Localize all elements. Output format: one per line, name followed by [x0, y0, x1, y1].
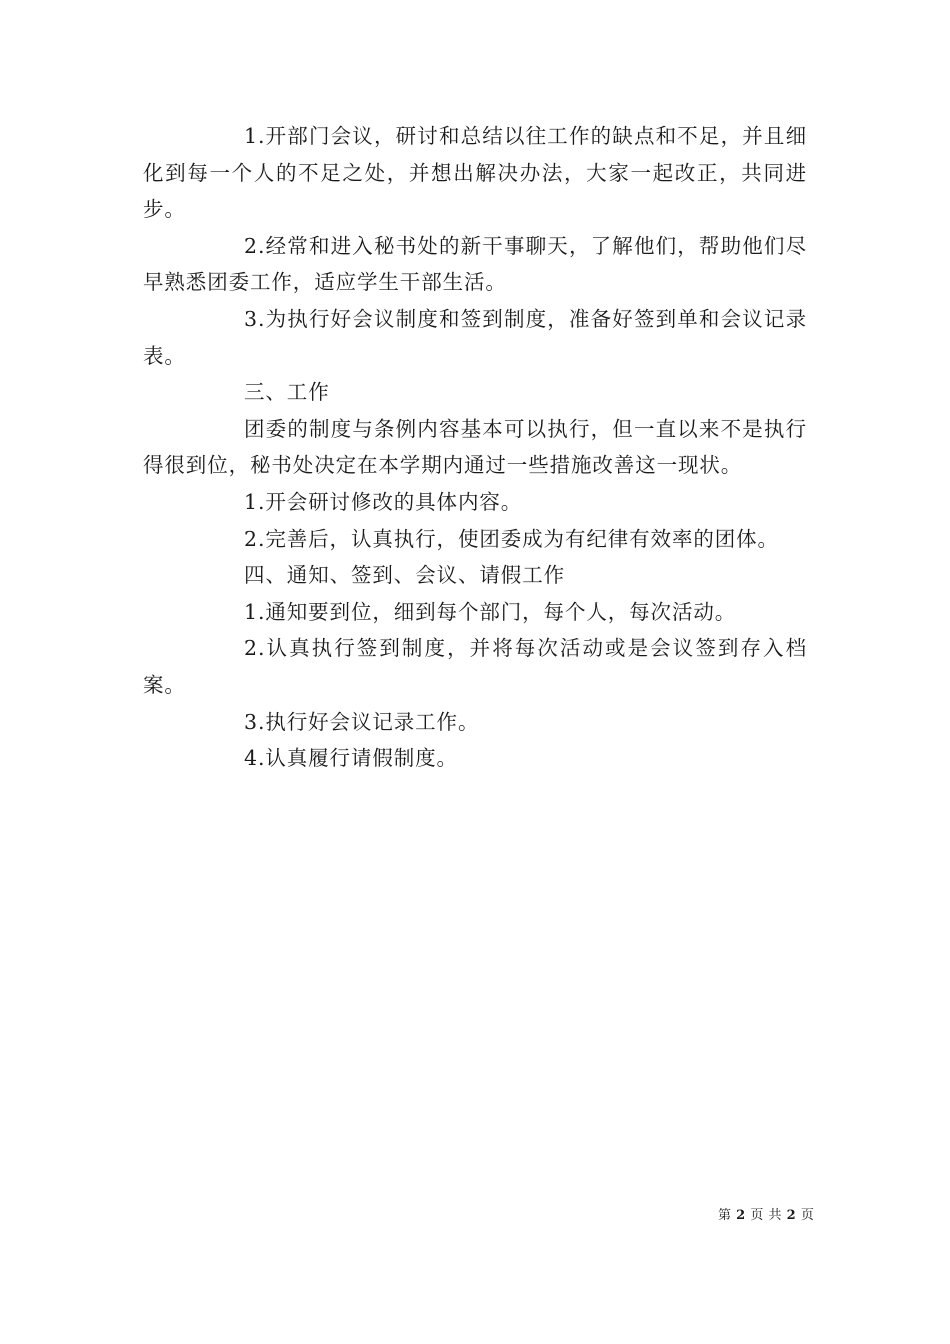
- footer-middle: 页 共: [750, 1208, 782, 1223]
- section-heading: 三、工作: [244, 380, 330, 405]
- paragraph: 3.为执行好会议制度和签到制度，准备好签到单和会议记录表。: [143, 306, 807, 368]
- footer-suffix: 页: [800, 1208, 815, 1223]
- paragraph: 2.完善后，认真执行，使团委成为有纪律有效率的团体。: [244, 526, 779, 551]
- paragraph: 4.认真履行请假制度。: [244, 746, 458, 771]
- paragraph: 1.通知要到位，细到每个部门，每个人，每次活动。: [244, 599, 737, 624]
- document-body: [143, 118, 807, 777]
- paragraph: 团委的制度与条例内容基本可以执行，但一直以来不是执行得很到位，秘书处决定在本学期内通过一些措施改善这一现状。: [143, 416, 807, 478]
- footer-prefix: 第: [718, 1208, 732, 1223]
- page-number: 2: [736, 1208, 746, 1223]
- section-heading: 四、通知、签到、会议、请假工作: [244, 563, 565, 588]
- paragraph: 2.认真执行签到制度，并将每次活动或是会议签到存入档案。: [143, 636, 807, 697]
- paragraph: 1.开部门会议，研讨和总结以往工作的缺点和不足，并且细化到每一个人的不足之处，并想出解决办法，大家一起改正，共同进步。: [143, 124, 807, 222]
- paragraph: 3.执行好会议记录工作。: [244, 709, 480, 734]
- page-footer: [718, 1204, 814, 1223]
- total-pages: 2: [786, 1208, 797, 1223]
- paragraph: 2.经常和进入秘书处的新干事聊天，了解他们，帮助他们尽早熟悉团委工作，适应学生干部生活。: [143, 233, 807, 295]
- paragraph: 1.开会研讨修改的具体内容。: [244, 489, 523, 514]
